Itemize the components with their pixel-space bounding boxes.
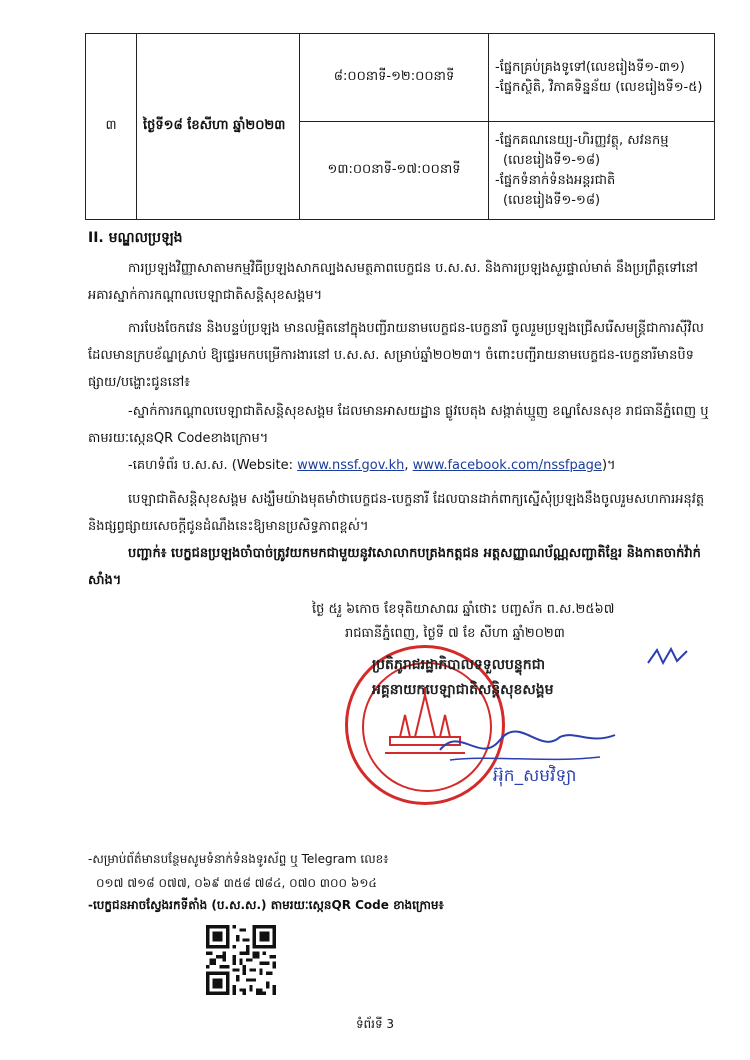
note-requirements: បញ្ជាក់៖ បេក្ខជនប្រឡងចាំបាច់ត្រូវយកមកជាមួយនូវសោលាកបត្រងកត្តជន អត្តសញ្ញាណប័ណ្ណសញ្ជាតិខ្មែរ និងកាតចាក់វ៉ាក់សាំង។ [88,546,701,588]
page-number: ទំព័រទី 3 [355,1017,395,1031]
facebook-page-link[interactable]: www.facebook.com/nssfpage [412,458,602,473]
paragraph-website [88,452,714,479]
session-subjects [489,34,715,122]
subject-line: (លេខរៀងទី១-១៨) [503,152,601,168]
signatory-title-line1: ប្រតិភូរាជរដ្ឋាភិបាលទទួលបន្ទុកជា [372,657,546,673]
link-separator: , [404,458,413,473]
schedule-table [85,33,715,220]
subject-line: -ផ្នែកគណនេយ្យ-ហិរញ្ញវត្ថុ, សវនកម្ម [495,132,669,148]
subject-line: -ផ្នែកគ្រប់គ្រងទូទៅ(លេខរៀងទី១-៣១) [495,59,685,75]
nssf-website-link[interactable]: www.nssf.gov.kh [297,458,405,473]
exam-date: ថ្ងៃទី១៨ ខែសីហា ឆ្នាំ២០២៣ [137,34,300,220]
section-heading: II. មណ្ឌលប្រឡង [88,230,183,246]
subject-line: -ផ្នែកស្ថិតិ, វិភាគទិន្នន័យ (លេខរៀងទី១-៥) [495,79,703,95]
initials-mark [645,645,690,670]
subject-line: (លេខរៀងទី១-១៨) [503,192,601,208]
website-suffix: )។ [601,458,616,473]
paragraph-room-allocation: ការបែងចែកវេន និងបន្ទប់ប្រឡង មានលម្អិតនៅក្នុងបញ្ជីរាយនាមបេក្ខជន-បេក្ខនារី ចូលរួមប្រឡងជ្រើសរើសមន្ត្រីជាការស៊ីវិលដែលមានក្របខ័ណ្ឌស្រាប់ ឱ្យផ្ទេរមកបម្រើការងារនៅ ប.ស.ស. សម្រាប់ឆ្នាំ២០២៣។ ចំពោះបញ្ជីរាយនាមបេក្ខជន-បេក្ខនារីមានបិទផ្សាយ/បង្ហោះជូននៅ៖ [88,321,704,390]
solar-date: រាជធានីភ្នំពេញ, ថ្ងៃទី ៧ ខែ សីហា ឆ្នាំ២០២៣ [345,626,565,641]
lunar-date: ថ្ងៃ ៥រួ ៦កោច ខែទុតិយាសាឍ ឆ្នាំថោះ បញ្ចស័ក ព.ស.២៥៦៧ [312,602,615,617]
qr-code [206,925,276,995]
paragraph-address: -ស្នាក់ការកណ្តាលបេឡាជាតិសន្តិសុខសង្គម ដែលមានអាសយដ្ឋាន ផ្លូវបេតុង សង្កាត់ឃ្មួញ ខណ្ឌសែនសុខ រាជធានីភ្នំពេញ ឬតាមរយៈស្កេនQR Codeខាងក្រោម។ [88,404,709,446]
qr-location-note: -បេក្ខជនអាចស្វែងរកទីតាំង (ប.ស.ស.) តាមរយៈស្កេនQR Code ខាងក្រោម៖ [88,898,444,912]
signatory-name: អ៊ុក_សមវិទ្យា [493,766,577,786]
paragraph-cooperation: បេឡាជាតិសន្តិសុខសង្គម សង្ឃឹមយ៉ាងមុតមាំថាបេក្ខជន-បេក្ខនារី ដែលបានដាក់ពាក្យស្នើសុំប្រឡងនឹងចូលរួមសហការអនុវត្ត និងផ្សព្វផ្សាយសេចក្តីជូនដំណឹងនេះឱ្យមានប្រសិទ្ធភាពខ្ពស់។ [88,492,705,534]
session-time: ៨:០០នាទី-១២:០០នាទី [300,34,489,122]
website-prefix: -គេហទំព័រ ប.ស.ស. (Website: [128,458,298,473]
contact-label: -សម្រាប់ព័ត៌មានបន្ថែមសូមទំនាក់ទំនងទូរស័ព្ទ ឬ Telegram លេខ៖ [88,852,389,866]
contact-numbers: ០១៧ ៧១៨ ០៧៧, ០៦៩ ៣៥៨ ៧៨៤, ០៧០ ៣០០ ៦១៤ [96,876,377,890]
session-time: ១៣:០០នាទី-១៧:០០នាទី [300,122,489,220]
subject-line: -ផ្នែកទំនាក់ទំនងអន្តរជាតិ [495,172,616,188]
paragraph-exam-venue: ការប្រឡងវិញ្ញាសាតាមកម្មវិធីប្រឡងសាកល្បងសមត្ថភាពបេក្ខជន ប.ស.ស. និងការប្រឡងសួរផ្ទាល់មាត់ នឹងប្រព្រឹត្តទៅនៅអគារស្នាក់ការកណ្តាលបេឡាជាតិសន្តិសុខសង្គម។ [88,261,698,303]
row-number: ៣ [86,34,137,220]
session-subjects [489,122,715,220]
signatory-title-line2: អគ្គនាយកបេឡាជាតិសន្តិសុខសង្គម [372,682,554,698]
